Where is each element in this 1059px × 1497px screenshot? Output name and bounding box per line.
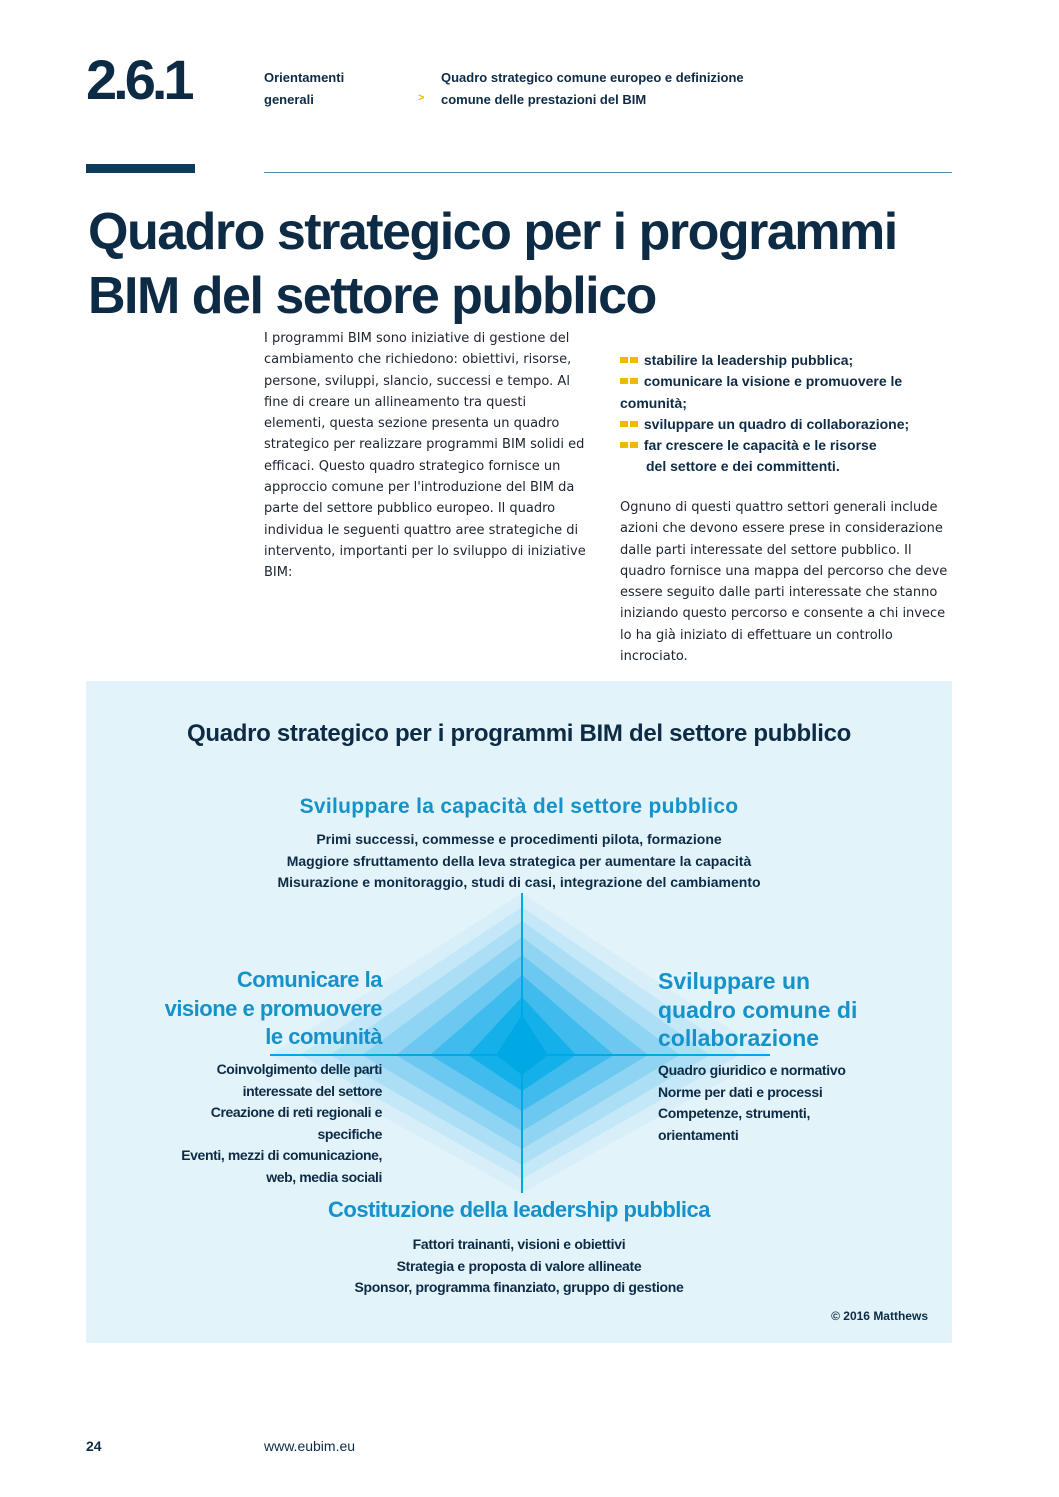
copyright: © 2016 Matthews: [831, 1309, 928, 1323]
right-item: Norme per dati e processi: [658, 1083, 823, 1100]
list-item: [620, 414, 960, 435]
intro-line: efficaci. Questo quadro strategico fornisce un: [264, 458, 561, 474]
left-item: interessate del settore: [242, 1082, 382, 1099]
bullet-square-icon: [630, 421, 638, 427]
bottom-item: Sponsor, programma finanziato, gruppo di gestione: [354, 1279, 684, 1295]
intro-line: parte del settore pubblico europeo. Il quadro: [264, 501, 556, 517]
right-heading: [658, 967, 938, 1053]
paragraph-line: quadro fornisce una mappa del percorso che deve: [620, 563, 948, 579]
breadcrumb-parent-line1: Orientamenti: [264, 70, 345, 85]
intro-line: individua le seguenti quattro aree strategiche di: [264, 522, 579, 538]
list-item-text: far crescere le capacità e le risorse: [643, 437, 877, 454]
page-title-line1: Quadro strategico per i programmi: [88, 203, 897, 261]
top-item: Maggiore sfruttamento della leva strategica per aumentare la capacità: [286, 852, 752, 869]
right-items: [658, 1060, 938, 1146]
footer-url-link[interactable]: www.eubim.eu: [264, 1438, 356, 1454]
left-item: web, media sociali: [266, 1168, 382, 1185]
top-heading: Sviluppare la capacità del settore pubblico: [299, 795, 739, 818]
second-paragraph: [620, 497, 960, 667]
paragraph-line: lo ha già iniziato di effettuare un controllo: [620, 627, 893, 643]
right-item: Quadro giuridico e normativo: [658, 1062, 846, 1078]
right-item: orientamenti: [658, 1126, 739, 1143]
bullet-square-icon: [620, 421, 628, 427]
bullet-square-icon: [620, 442, 628, 448]
list-item-text: sviluppare un quadro di collaborazione;: [643, 415, 910, 432]
top-items: [86, 829, 952, 894]
paragraph-line: dalle parti interessate del settore pubblico. Il: [620, 542, 912, 558]
left-item: Creazione di reti regionali e: [210, 1104, 382, 1120]
left-item: Eventi, mezzi di comunicazione,: [181, 1147, 382, 1163]
breadcrumb-parent-line2: generali: [264, 92, 314, 107]
page-number: 24: [86, 1438, 102, 1454]
left-heading-line: visione e promuovere: [164, 995, 382, 1021]
breadcrumb-parent[interactable]: [264, 67, 344, 111]
bullet-square-icon: [620, 378, 628, 384]
breadcrumb-current: [441, 67, 744, 111]
paragraph-line: iniziando questo percorso e consente a chi invece: [620, 606, 946, 622]
list-item-text: del settore e dei committenti.: [646, 458, 840, 475]
left-heading: [100, 966, 382, 1052]
top-item: Misurazione e monitoraggio, studi di casi, integrazione del cambiamento: [277, 874, 761, 890]
intro-line: approccio comune per l'introduzione del BIM da: [264, 480, 575, 496]
intro-line: I programmi BIM sono iniziative di gestione del: [264, 331, 570, 346]
list-item-text: comunicare la visione e promuovere le: [643, 373, 903, 390]
left-item: specifiche: [317, 1125, 382, 1142]
paragraph-line: azioni che devono essere prese in considerazione: [620, 521, 943, 537]
bullet-square-icon: [620, 357, 628, 363]
list-item: [620, 435, 960, 456]
bullet-square-icon: [630, 378, 638, 384]
list-item-text: stabilire la leadership pubblica;: [643, 352, 854, 368]
breadcrumb-current-line2: comune delle prestazioni del BIM: [441, 92, 647, 107]
intro-line: intervento, importanti per lo sviluppo di iniziative: [264, 543, 586, 559]
intro-paragraph: [264, 328, 604, 584]
accent-rule: [86, 164, 195, 173]
left-heading-line: le comunità: [265, 1024, 382, 1049]
left-heading-line: Comunicare la: [236, 967, 382, 992]
top-item: Primi successi, commesse e procedimenti pilota, formazione: [316, 831, 722, 847]
section-number: 2.6.1: [86, 48, 191, 111]
paragraph-line: essere seguito dalle parti interessate che stanno: [620, 585, 938, 601]
right-heading-line: Sviluppare un: [658, 968, 811, 994]
intro-line: fine di creare un allineamento tra questi: [264, 394, 527, 410]
right-item: Competenze, strumenti,: [658, 1105, 811, 1121]
list-item-text: comunità;: [620, 394, 687, 411]
bottom-heading: Costituzione della leadership pubblica: [328, 1197, 710, 1222]
paragraph-line: Ognuno di questi quattro settori generali include: [620, 500, 938, 515]
left-item: Coinvolgimento delle parti: [216, 1061, 382, 1077]
list-item: [620, 371, 960, 392]
list-item-continuation: [620, 393, 960, 414]
bottom-items: [86, 1234, 952, 1299]
header-divider: [264, 172, 952, 173]
right-heading-line: collaborazione: [658, 1025, 820, 1051]
intro-line: strategico per realizzare programmi BIM solidi ed: [264, 437, 585, 453]
page-title: [88, 200, 988, 328]
page-title-line2: BIM del settore pubblico: [88, 267, 656, 325]
strategic-areas-list: [620, 350, 960, 478]
intro-line: elementi, questa sezione presenta un quadro: [264, 416, 560, 432]
breadcrumb-arrow-icon: >: [418, 92, 425, 104]
right-heading-line: quadro comune di: [658, 996, 858, 1023]
intro-line: persone, sviluppi, slancio, successi e tempo. Al: [264, 373, 570, 389]
diagram-title: Quadro strategico per i programmi BIM del settore pubblico: [186, 720, 852, 747]
left-items: [100, 1059, 382, 1188]
bullet-square-icon: [630, 442, 638, 448]
bullet-square-icon: [630, 357, 638, 363]
list-item-continuation: [620, 456, 960, 477]
list-item: [620, 350, 960, 371]
intro-line: cambiamento che richiedono: obiettivi, risorse,: [264, 352, 572, 368]
bottom-item: Fattori trainanti, visioni e obiettivi: [412, 1236, 626, 1252]
intro-line: BIM:: [264, 565, 293, 581]
breadcrumb-current-line1: Quadro strategico comune europeo e definizione: [441, 70, 744, 85]
paragraph-line: incrociato.: [620, 649, 688, 665]
bottom-item: Strategia e proposta di valore allineate: [396, 1257, 642, 1274]
